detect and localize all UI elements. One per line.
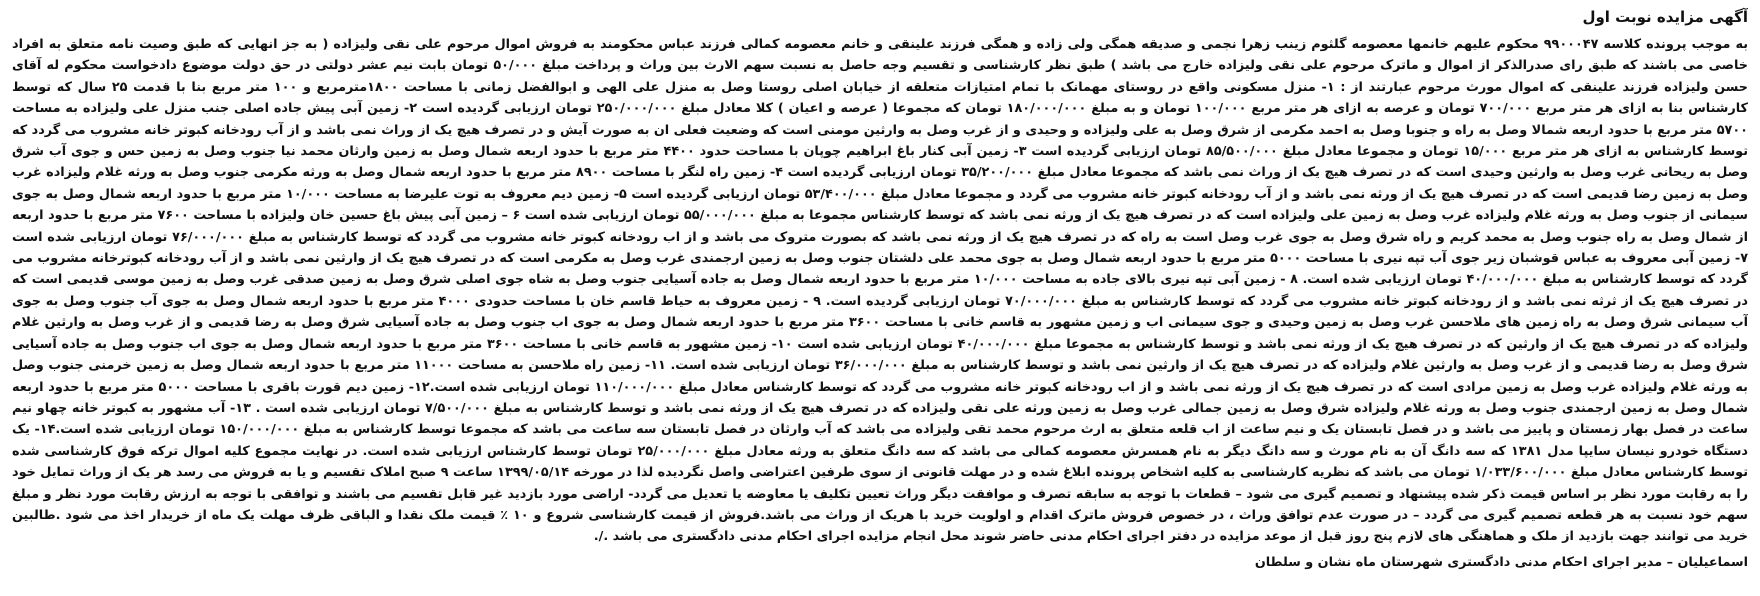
auction-notice — [12, 6, 1748, 590]
notice-signature: اسماعیلیان – مدیر اجرای احکام مدنی دادگستری شهرستان ماه نشان و سلطان — [1254, 554, 1748, 570]
notice-title: آگهی مزایده نوبت اول — [1582, 8, 1748, 26]
notice-body: به موجب پرونده کلاسه ۹۹۰۰۰۴۷ محکوم علیهم خانمها معصومه گلثوم زینب زهرا نجمی و صدیقه همگی ولی زاده و همگی فرزند علینقی و خانم معصومه کمالی فرزند عباس محکومند به فروش اموال مرحوم علی نقی ولیزاده ( به جز انهایی که طبق وصیت نامه متعلق به افراد خاصی می باشند که طبق رای صدرالذکر از اموال و ماترک مرحوم علی نقی ولیزاده خارج می باشد ) طبق نظر کارشناسی و تقسیم وجه حاصل به نسبت سهم الارث بین وراث و پرداخت مبلغ ۵۰/۰۰۰ تومان بابت نیم عشر دولتی در حق دولت موضوع دادخواست محکوم له آقای حسن ولیزاده فرزند علینقی که اموال مورث مرحوم عبارتند از : ۱- منزل مسکونی واقع در روستای مهمانک با تمام امتیازات متعلقه از خیابان اصلی روستا وصل به منزل علی الهی و ابوالفضل زمانی با مساحت ۱۸۰۰مترمربع و ۱۰۰ متر مربع بنا با قدمت ۲۵ سال که توسط کارشناس بنا به ازای هر متر مربع ۷۰۰/۰۰۰ تومان و عرصه به ازای هر متر مربع ۱۰۰/۰۰۰ تومان و به مبلغ ۱۸۰/۰۰۰/۰۰۰ تومان که مجموعا ( عرصه و اعیان ) کلا معادل مبلغ ۲۵۰/۰۰۰/۰۰۰ تومان ارزیابی گردیده است ۲- زمین آبی پیش جاده اصلی جنب منزل علی ولیزاده به مساحت ۵۷۰۰ متر مربع با حدود اربعه شمالا وصل به راه و جنوبا وصل به احمد مکرمی از شرق وصل به علی ولیزاده و وحیدی و از غرب وصل به وارثین مومنی است که وضعیت فعلی ان به صورت آیش و در تصرف هیچ یک از وراث نمی باشد و از آب رودخانه کبوتر خانه مشروب می گردد که توسط کارشناس به ازای هر متر مربع ۱۵/۰۰۰ تومان و مجموعا معادل مبلغ ۸۵/۵۰۰/۰۰۰ تومان ارزیابی گردیده است ۳- زمین آبی کنار باغ ابراهیم چوپان با مساحت حدود ۴۴۰۰ متر مربع با حدود اربعه شمال وصل به زمین وارثان محمد نیا جنوب وصل به زمین حس و جوی آب شرق وصل به ریحانی غرب وصل به وارثین وحیدی است که در تصرف هیچ یک از وراث نمی باشد که مجموعا معادل مبلغ ۳۵/۲۰۰/۰۰۰ تومان ارزیابی گردیده است ۴- زمین راه لنگر با مساحت ۸۹۰۰ متر مربع با حدود اربعه شمال وصل به ورثه مکرمی جنوب وصل به ورثه غلام ولیزاده غرب وصل به زمین رضا قدیمی است که در تصرف هیچ یک از ورثه نمی باشد و از آب رودخانه کبوتر خانه مشروب می گردد و مجموعا معادل مبلغ ۵۳/۴۰۰/۰۰۰ تومان ارزیابی گردیده است ۵- زمین دیم معروف به توت علیرضا به مساحت ۱۰/۰۰۰ متر مربع با حدود اربعه شمال وصل به جوی سیمانی از جنوب وصل به ورثه غلام ولیزاده غرب وصل به زمین علی ولیزاده است که در تصرف هیچ یک از ورثه نمی باشد که توسط کارشناس مجموعا به مبلغ ۵۵/۰۰۰/۰۰۰ تومان ارزیابی شده است ۶ – زمین آبی پیش باغ حسین خان ولیزاده با مساحت ۷۶۰۰ متر مربع با حدود اربعه از شمال وصل به راه جنوب وصل به محمد کریم و راه شرق وصل به جوی غرب وصل است به راه که در تصرف هیچ یک از ورثه نمی باشد که بصورت متروک می باشد و از اب رودخانه کبوتر خانه مشروب می گردد که توسط کارشناس به مبلغ ۷۶/۰۰۰/۰۰۰ تومان ارزیابی شده است ۷- زمین آبی معروف به عباس قوشبان زیر جوی آب تپه نیری با مساحت ۵۰۰۰ متر مربع با حدود اربعه شمال وصل به جوی محمد علی دلشتان جنوب وصل به زمین ارجمندی غرب وصل به مکرمی است که در تصرف هیچ یک از وارثین نمی باشد و از آب رودخانه کبوترخانه مشروب می گردد که توسط کارشناس به مبلغ ۴۰/۰۰۰/۰۰۰ تومان ارزیابی شده است. ۸ - زمین آبی تپه نیری بالای جاده به مساحت ۱۰/۰۰۰ متر مربع با حدود اربعه شمال وصل به جاده آسیایی جنوب وصل به شاه جوی اصلی شرق وصل به زمین صدقی غرب وصل به زمین موسی قدیمی است که در تصرف هیچ یک از ثرثه نمی باشد و از رودخانه کبوتر خانه مشروب می گردد که توسط کارشناس به مبلغ ۷۰/۰۰۰/۰۰۰ تومان ارزیابی گردیده است. ۹ - زمین معروف به حیاط قاسم خان با مساحت حدودی ۴۰۰۰ متر مربع با حدود اربعه شمال وصل به جوی آب جنوب وصل به جوی آب سیمانی شرق وصل به راه زمین های ملاحسن غرب وصل به زمین وحیدی و جوی سیمانی اب و زمین مشهور به قاسم خانی با مساحت ۳۶۰۰ متر مربع با حدود اربعه شمال وصل به جوی اب جنوب وصل به جاده آسیایی شرق وصل به رضا قدیمی و از غرب وصل به وارثین غلام ولیزاده که در تصرف هیچ یک از وارثین که در تصرف هیچ یک از ورثه نمی باشد و توسط کارشناس به مجموعا مبلغ ۴۰/۰۰۰/۰۰۰ تومان ارزیابی شده است ۱۰- زمین مشهور به قاسم خانی با مساحت ۳۶۰۰ متر مربع با حدود اربعه شمال وصل به جوی اب جنوب وصل به جاده آسیایی شرق وصل به رضا قدیمی و از غرب وصل به وارثین غلام ولیزاده که در تصرف هیچ یک از وارثین نمی باشد و توسط کارشناس به مبلغ ۳۶/۰۰۰/۰۰۰ تومان ارزیابی شده است. ۱۱- زمین راه ملاحسن به مساحت ۱۱۰۰۰ متر مربع با حدود اربعه شمال وصل به زمین خرمنی جنوب وصل به ورثه غلام ولیزاده غرب وصل به زمین مرادی است که در تصرف هیچ یک از ورثه نمی باشد و از اب رودخانه کبوتر خانه مشروب می گردد که توسط کارشناس معادل مبلغ ۱۱۰/۰۰۰/۰۰۰ تومان ارزیابی شده است.۱۲- زمین دیم قورت باقری با مساحت ۵۰۰۰ متر مربع با حدود اربعه شمال وصل به زمین ارجمندی جنوب وصل به ورثه غلام ولیزاده شرق وصل به زمین جمالی غرب وصل به زمین ورثه علی نقی ولیزاده که در تصرف هیچ یک از ورثه نمی باشد و توسط کارشناس به مبلغ ۷/۵۰۰/۰۰۰ تومان ارزیابی شده است . ۱۳- آب مشهور به کبوتر خانه چهاو نیم ساعت در فصل بهار زمستان و پاییز می باشد و در فصل تابستان یک و نیم ساعت از اب قلعه متعلق به ارث مرحوم محمد تقی ولیزاده می باشد که آب وارثان در فصل تابستان سه ساعت می باشد که مجموعا توسط کارشناس به مبلغ ۱۵۰/۰۰۰/۰۰۰ تومان ارزیابی شده است.۱۴- یک دستگاه خودرو نیسان سایپا مدل ۱۳۸۱ که سه دانگ آن به نام مورث و سه دانگ دیگر به نام همسرش معصومه کمالی می باشد که سه دانگ متعلق به ورثه معادل مبلغ ۲۵/۰۰۰/۰۰۰ تومان توسط کارشناس ارزیابی شده است. در نهایت مجموع کلیه اموال ترکه فوق کارشناسی شده توسط کارشناس معادل مبلغ ۱/۰۳۳/۶۰۰/۰۰۰ تومان می باشد که نظریه کارشناسی به کلیه اشخاص پرونده ابلاغ شده و در مهلت قانونی از سوی طرفین اعتراضی واصل نگردیده لذا در مورخه ۱۳۹۹/۰۵/۱۴ ساعت ۹ صبح املاک تقسیم و یا به فروش می رسد هر یک از وراث تمایل خود را به رقابت مورد نظر بر اساس قیمت ذکر شده پیشنهاد و تصمیم گیری می شود – قطعات با توجه به سابقه تصرف و موافقت دیگر وراث تعیین تکلیف یا معاوضه یا تعدیل می گردد- اراضی مورد بازدید غیر قابل تقسیم می باشند و توافقی با توجه به ارزش رقابت مورد نظر و مبلغ سهم خود نسبت به هر قطعه تصمیم گیری می گردد – در صورت عدم توافق وراث ، در خصوص فروش ماترک اقدام و اولویت خرید با هریک از وراث می باشد.فروش از قیمت کارشناسی شروع و ۱۰ ٪ قیمت ملک نقدا و الباقی ظرف مهلت یک ماه از خریدار اخذ می شود .طالبین خرید می توانند جهت بازدید از ملک و هماهنگی های لازم پنج روز قبل از موعد مزایده در دفتر اجرای احکام مدنی حاضر شوند محل انجام مزایده اجرای احکام مدنی دادگستری می باشد ./. — [12, 37, 1748, 545]
